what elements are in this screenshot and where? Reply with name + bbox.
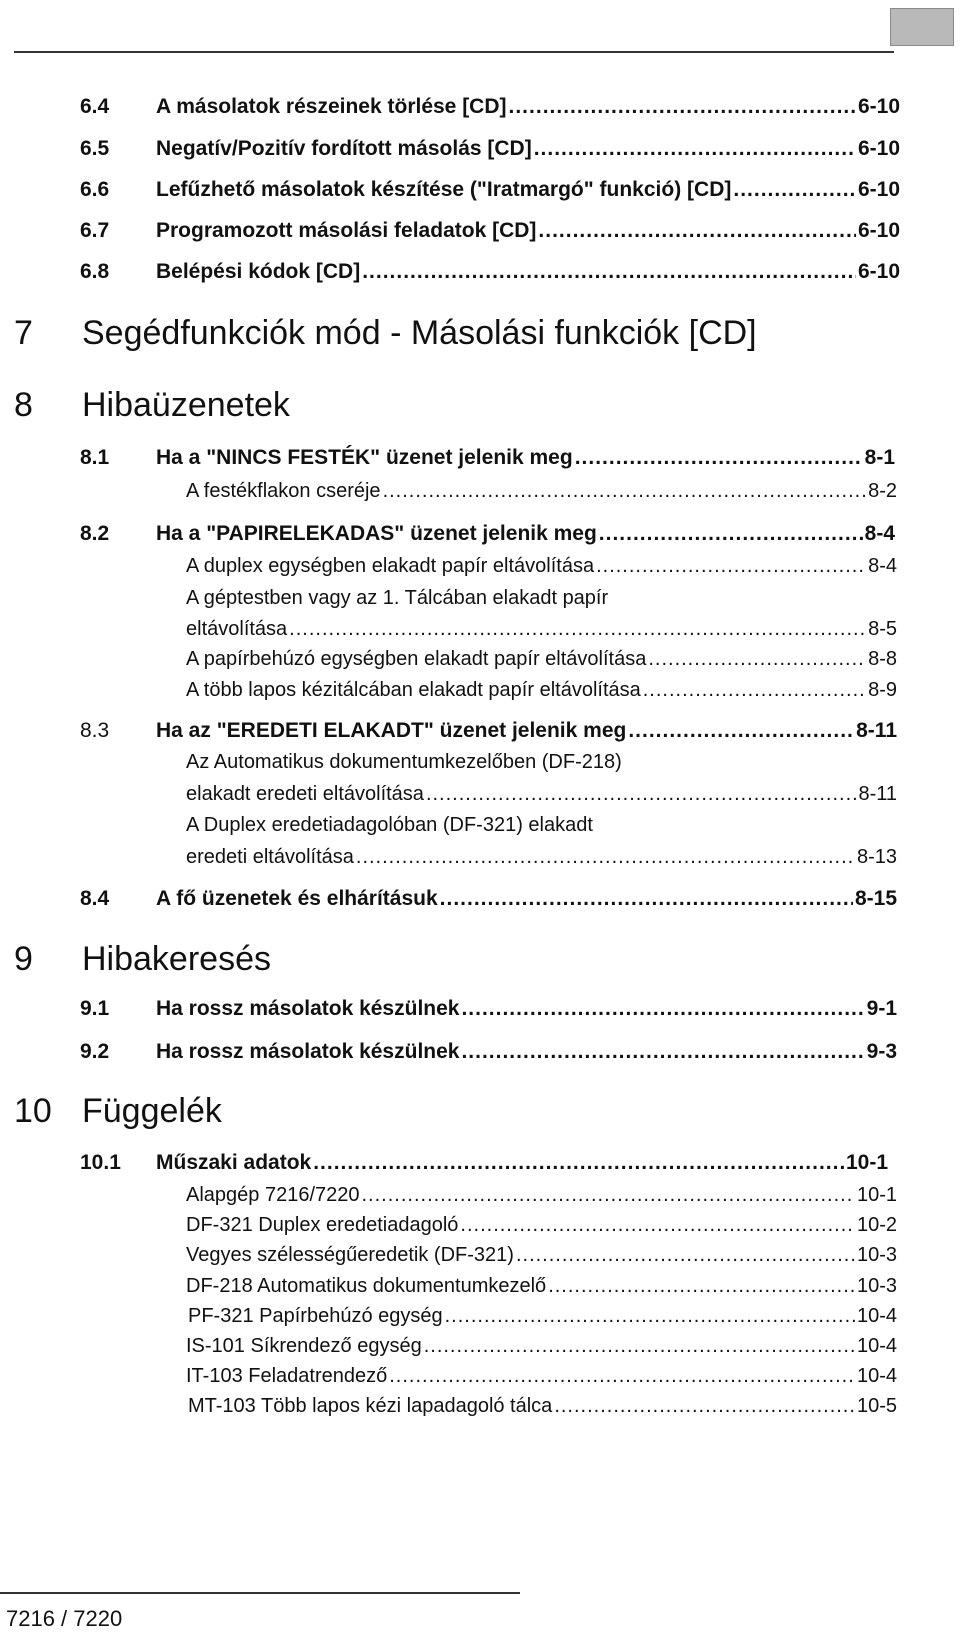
section-title: Negatív/Pozitív fordított másolás [CD] (156, 137, 532, 160)
page-number: 9-3 (866, 1040, 897, 1063)
page-number: 8-15 (854, 887, 897, 910)
page-number: 8-1 (864, 446, 895, 469)
section-title: Programozott másolási feladatok [CD] (156, 219, 537, 242)
section-number: 6.6 (80, 178, 110, 201)
subsection-title: IS-101 Síkrendező egység (186, 1335, 422, 1357)
dot-leader (628, 719, 854, 743)
dot-leader (461, 1040, 864, 1064)
page-number: 10-3 (856, 1244, 897, 1266)
toc-entry-8-2-b[interactable] (186, 618, 897, 641)
page-number: 6-10 (857, 219, 900, 242)
toc-entry-8-3-a-line1: Az Automatikus dokumentumkezelőben (DF-218) (186, 751, 622, 773)
toc-entry-8-3[interactable] (80, 719, 897, 743)
subsection-title: eredeti eltávolítása (186, 846, 354, 868)
page-number: 10-4 (856, 1365, 897, 1387)
section-number: 6.7 (80, 219, 110, 242)
toc-entry-6-8[interactable] (80, 260, 900, 284)
subsection-title: Alapgép 7216/7220 (186, 1184, 360, 1206)
toc-entry-8-2-b-line1: A géptestben vagy az 1. Tálcában elakadt papír (186, 587, 609, 609)
page-number: 8-4 (864, 522, 895, 545)
toc-entry-8-3-b-line1: A Duplex eredetiadagolóban (DF-321) elakadt (186, 814, 593, 836)
dot-leader (389, 1365, 855, 1388)
section-number: 10.1 (80, 1151, 121, 1174)
section-title: Lefűzhető másolatok készítése ("Iratmargó" funkció) [CD] (156, 178, 732, 201)
subsection-title: MT-103 Több lapos kézi lapadagoló tálca (188, 1395, 553, 1417)
toc-entry-10-1-c[interactable] (186, 1244, 897, 1267)
toc-entry-8-3-a[interactable] (186, 783, 897, 806)
toc-entry-10-1-g[interactable] (186, 1365, 897, 1388)
subsection-title: A festékflakon cseréje (186, 480, 381, 502)
dot-leader (440, 887, 853, 911)
subsection-title: A több lapos kézitálcában elakadt papír eltávolítása (186, 679, 641, 701)
chapter-title: Függelék (82, 1092, 222, 1130)
section-number: 6.8 (80, 260, 110, 283)
chapter-number: 10 (14, 1092, 52, 1130)
page-number: 8-5 (868, 618, 897, 640)
page-number: 10-1 (845, 1151, 888, 1174)
section-title: Ha rossz másolatok készülnek (156, 1040, 460, 1063)
page-number: 9-1 (866, 997, 897, 1020)
toc-entry-10-1-f[interactable] (186, 1335, 897, 1358)
dot-leader (460, 1214, 855, 1237)
subsection-title: A papírbehúzó egységben elakadt papír eltávolítása (186, 648, 647, 670)
toc-entry-10-1-b[interactable] (186, 1214, 897, 1237)
dot-leader (516, 1244, 855, 1267)
section-title: Ha az "EREDETI ELAKADT" üzenet jelenik meg (156, 719, 627, 742)
toc-entry-8-2-d[interactable] (186, 679, 897, 702)
page-number: 6-10 (857, 260, 900, 283)
header-rule (14, 51, 894, 53)
section-number: 8.3 (80, 719, 110, 742)
dot-leader (362, 1184, 855, 1207)
toc-entry-6-5[interactable] (80, 137, 900, 161)
dot-leader (461, 997, 864, 1021)
page-number: 10-2 (856, 1214, 897, 1236)
toc-entry-8-2[interactable] (80, 522, 895, 546)
section-title: Ha a "NINCS FESTÉK" üzenet jelenik meg (156, 446, 573, 469)
dot-leader (356, 846, 855, 869)
subsection-title: PF-321 Papírbehúzó egység (188, 1305, 443, 1327)
dot-leader (426, 783, 857, 806)
toc-entry-10-1-e[interactable] (188, 1305, 897, 1328)
page-number: 6-10 (857, 137, 900, 160)
dot-leader (548, 1275, 855, 1298)
dot-leader (424, 1335, 855, 1358)
section-title: A másolatok részeinek törlése [CD] (156, 95, 507, 118)
page-number: 6-10 (857, 95, 900, 118)
section-title: Ha rossz másolatok készülnek (156, 997, 460, 1020)
dot-leader (289, 618, 866, 641)
chapter-9-heading[interactable] (14, 940, 271, 979)
dot-leader (554, 1395, 855, 1418)
dot-leader (445, 1305, 855, 1328)
toc-entry-10-1-a[interactable] (186, 1184, 897, 1207)
section-title: A fő üzenetek és elhárításuk (156, 887, 438, 910)
section-title: Belépési kódok [CD] (156, 260, 361, 283)
chapter-number: 7 (14, 314, 33, 352)
chapter-7-heading[interactable] (14, 314, 757, 353)
page-number: 8-11 (858, 783, 897, 805)
page-number: 8-2 (868, 480, 897, 502)
chapter-title: Hibakeresés (82, 940, 271, 978)
dot-leader (313, 1151, 844, 1175)
page-number: 8-8 (868, 648, 897, 670)
page-number: 10-3 (856, 1275, 897, 1297)
toc-entry-8-1-a[interactable] (186, 480, 897, 503)
page-number: 8-13 (856, 846, 897, 868)
page-number: 10-5 (856, 1395, 897, 1417)
page-number: 10-4 (856, 1305, 897, 1327)
subsection-title: A duplex egységben elakadt papír eltávolítása (186, 555, 595, 577)
section-number: 8.1 (80, 446, 110, 469)
toc-entry-9-2[interactable] (80, 1040, 897, 1064)
footer-rule (0, 1592, 520, 1594)
dot-leader (643, 679, 866, 702)
toc-entry-10-1-h[interactable] (188, 1395, 897, 1418)
dot-leader (362, 260, 856, 284)
toc-entry-8-2-c[interactable] (186, 648, 897, 671)
toc-entry-8-1[interactable] (80, 446, 895, 470)
toc-entry-6-7[interactable] (80, 219, 900, 243)
page-number: 8-4 (868, 555, 897, 577)
chapter-number: 8 (14, 386, 33, 424)
section-number: 6.4 (80, 95, 110, 118)
section-title: Műszaki adatok (156, 1151, 312, 1174)
subsection-title: Vegyes szélességűeredetik (DF-321) (186, 1244, 514, 1266)
section-number: 8.4 (80, 887, 110, 910)
dot-leader (596, 555, 866, 578)
section-number: 9.2 (80, 1040, 110, 1063)
toc-entry-9-1[interactable] (80, 997, 897, 1021)
toc-entry-6-6[interactable] (80, 178, 900, 202)
subsection-title: elakadt eredeti eltávolítása (186, 783, 424, 805)
toc-entry-8-4[interactable] (80, 887, 897, 911)
chapter-number: 9 (14, 940, 33, 978)
subsection-title: DF-321 Duplex eredetiadagoló (186, 1214, 459, 1236)
section-number: 6.5 (80, 137, 110, 160)
subsection-title: eltávolítása (186, 618, 288, 640)
dot-leader (534, 137, 856, 161)
footer-model: 7216 / 7220 (6, 1606, 123, 1631)
page-number: 6-10 (857, 178, 900, 201)
toc-entry-10-1-d[interactable] (186, 1275, 897, 1298)
chapter-title: Segédfunkciók mód - Másolási funkciók [CD] (82, 314, 757, 352)
dot-leader (509, 95, 856, 119)
chapter-8-heading[interactable] (14, 386, 290, 425)
toc-entry-6-4[interactable] (80, 95, 900, 119)
page-number: 10-4 (856, 1335, 897, 1357)
toc-entry-8-2-a[interactable] (186, 555, 897, 578)
page-number: 8-9 (868, 679, 897, 701)
dot-leader (575, 446, 863, 470)
subsection-title: DF-218 Automatikus dokumentumkezelő (186, 1275, 547, 1297)
page-number: 10-1 (856, 1184, 897, 1206)
toc-entry-10-1[interactable] (80, 1151, 888, 1175)
chapter-10-heading[interactable] (14, 1092, 222, 1131)
header-tab-marker (890, 8, 954, 46)
section-number: 9.1 (80, 997, 110, 1020)
toc-entry-8-3-b[interactable] (186, 846, 897, 869)
page-number: 8-11 (856, 719, 897, 742)
section-number: 8.2 (80, 522, 110, 545)
section-title: Ha a "PAPIRELEKADAS" üzenet jelenik meg (156, 522, 597, 545)
dot-leader (383, 480, 867, 503)
dot-leader (733, 178, 856, 202)
subsection-title: IT-103 Feladatrendező (186, 1365, 388, 1387)
dot-leader (538, 219, 856, 243)
dot-leader (648, 648, 866, 671)
dot-leader (599, 522, 863, 546)
chapter-title: Hibaüzenetek (82, 386, 290, 424)
